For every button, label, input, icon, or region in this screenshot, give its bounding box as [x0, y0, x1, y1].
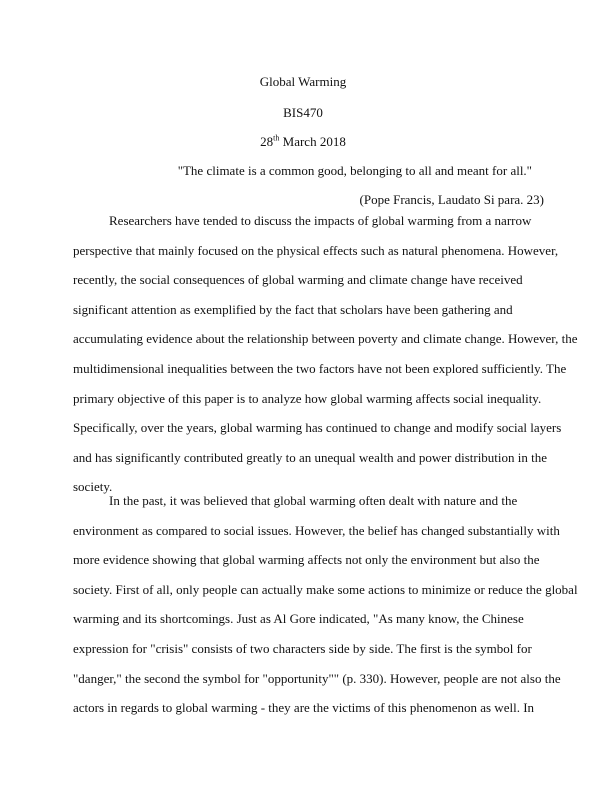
paragraph-line: Researchers have tended to discuss the impacts of global warming from a narrow	[109, 213, 532, 228]
date-suffix: th	[273, 133, 280, 143]
paragraph-2	[73, 493, 578, 730]
paragraph-line: and has significantly contributed greatly to an unequal wealth and power distribution in the	[73, 449, 548, 465]
paragraph-line: Specifically, over the years, global warming has continued to change and modify social layers	[73, 420, 562, 436]
paragraph-line: expression for "crisis" consists of two characters side by side. The first is the symbol for	[73, 640, 532, 656]
paragraph-line: perspective that mainly focused on the physical effects such as natural phenomena. However,	[73, 242, 559, 258]
paragraph-line: society. First of all, only people can actually make some actions to minimize or reduce the global	[73, 581, 578, 597]
paragraph-line: significant attention as exemplified by the fact that scholars have been gathering and	[73, 301, 513, 317]
date-day: 28	[260, 134, 274, 149]
paragraph-line: accumulating evidence about the relationship between poverty and climate change. However, the	[73, 331, 578, 347]
paragraph-line: more evidence showing that global warming affects not only the environment but also the	[73, 552, 540, 568]
paragraph-line: society.	[73, 479, 113, 495]
paragraph-line: actors in regards to global warming - they are the victims of this phenomenon as well. In	[73, 700, 535, 716]
paragraph-line: primary objective of this paper is to analyze how global warming affects social inequality.	[73, 390, 542, 406]
paragraph-line: environment as compared to social issues. However, the belief has changed substantially with	[73, 522, 560, 538]
paragraph-line: multidimensional inequalities between the two factors have not been explored sufficiently. The	[73, 360, 567, 376]
date-month-year: March 2018	[279, 134, 346, 149]
course-code: BIS470	[283, 105, 323, 120]
paper-title: Global Warming	[259, 74, 347, 89]
paragraph-line: recently, the social consequences of global warming and climate change have received	[73, 272, 523, 288]
epigraph-citation: (Pope Francis, Laudato Si para. 23)	[359, 192, 544, 207]
paragraph-line: warming and its shortcomings. Just as Al Gore indicated, "As many know, the Chinese	[73, 611, 524, 627]
paragraph-1	[73, 213, 578, 509]
epigraph-quote: "The climate is a common good, belonging to all and meant for all."	[177, 163, 532, 178]
paper-date	[0, 134, 606, 150]
paragraph-line: In the past, it was believed that global warming often dealt with nature and the	[109, 493, 518, 508]
paragraph-line: "danger," the second the symbol for "opportunity"" (p. 330). However, people are not also the	[73, 670, 561, 686]
